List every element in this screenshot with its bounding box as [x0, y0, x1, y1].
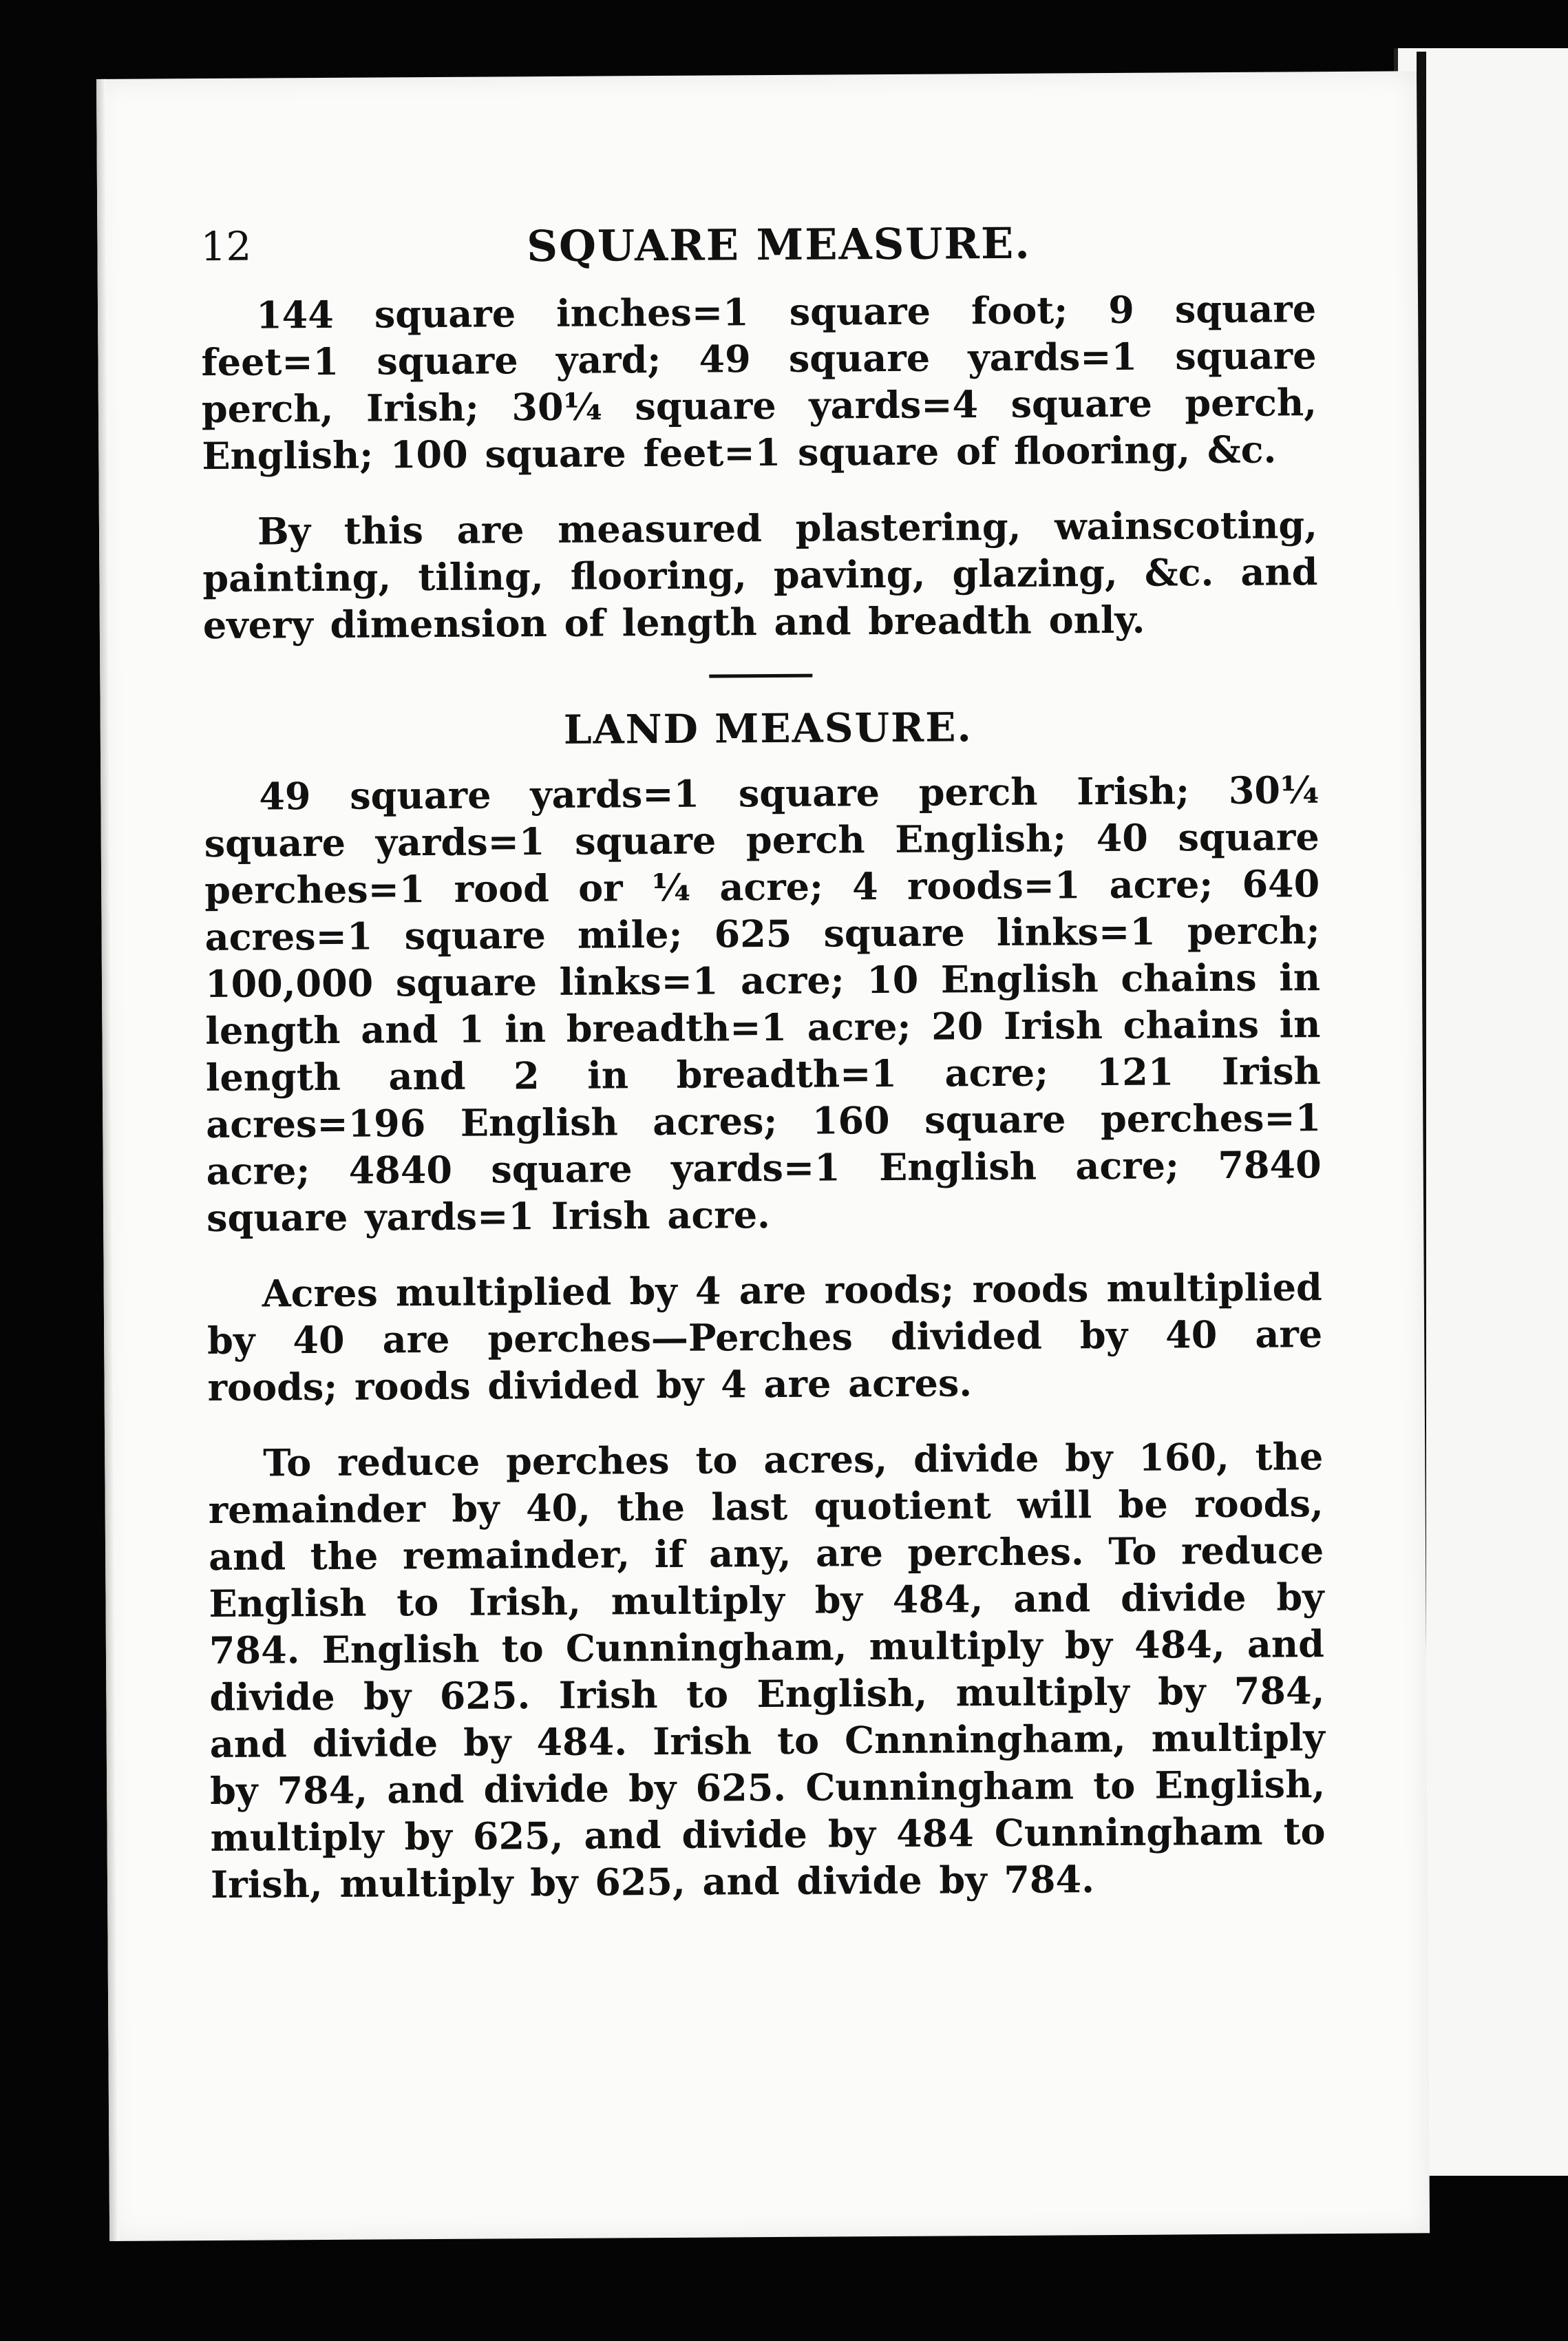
running-title: SQUARE MEASURE.: [526, 218, 1032, 272]
page-text-block: [200, 209, 1326, 1937]
land-measure-paragraph-3: To reduce perches to acres, divide by 160, the remainder by 40, the last quotient will be roods, and the remainder, if any, are perches. To reduce English to Irish, multiply by 484, and divide by 784. English to Cunningham, multiply by 484, and divide by 625. Irish to English, multiply by 784, and divide by 484. Irish to Cnnningham, multiply by 784, and divide by 625. Cunningham to English, multiply by 625, and divide by 484 Cunningham to Irish, multiply by 625, and divide by 784.: [208, 1434, 1326, 1907]
land-measure-paragraph-2: Acres multiplied by 4 are roods; roods multiplied by 40 are perches—Perches divided by 40 are roods; roods divided by 4 are acres.: [206, 1265, 1323, 1410]
land-measure-paragraph-1: 49 square yards=1 square perch Irish; 30¼ square yards=1 square perch English; 40 square perches=1 rood or ¼ acre; 4 roods=1 acre; 640 acres=1 square mile; 625 square links=1 perch; 100,000 square links=1 acre; 10 English chains in length and 1 in breadth=1 acre; 20 Irish chains in length and 2 in breadth=1 acre; 121 Irish acres=196 English acres; 160 square perches=1 acre; 4840 square yards=1 English acre; 7840 square yards=1 Irish acre.: [204, 768, 1322, 1241]
square-measure-paragraph-1: 144 square inches=1 square foot; 9 square feet=1 square yard; 49 square yards=1 square perch, Irish; 30¼ square yards=4 square perch, English; 100 square feet=1 square of flooring, &c.: [201, 286, 1317, 479]
land-measure-heading: LAND MEASURE.: [563, 704, 973, 753]
square-measure-paragraph-2: By this are measured plastering, wainscoting, painting, tiling, flooring, paving, glazing, &c. and every dimension of length and breadth only.: [202, 503, 1318, 648]
book-page: [96, 71, 1430, 2241]
page-number: 12: [200, 222, 252, 271]
section-divider-rule: [709, 674, 812, 678]
page-edge-shading: [96, 79, 119, 2241]
running-header: [200, 209, 1316, 292]
